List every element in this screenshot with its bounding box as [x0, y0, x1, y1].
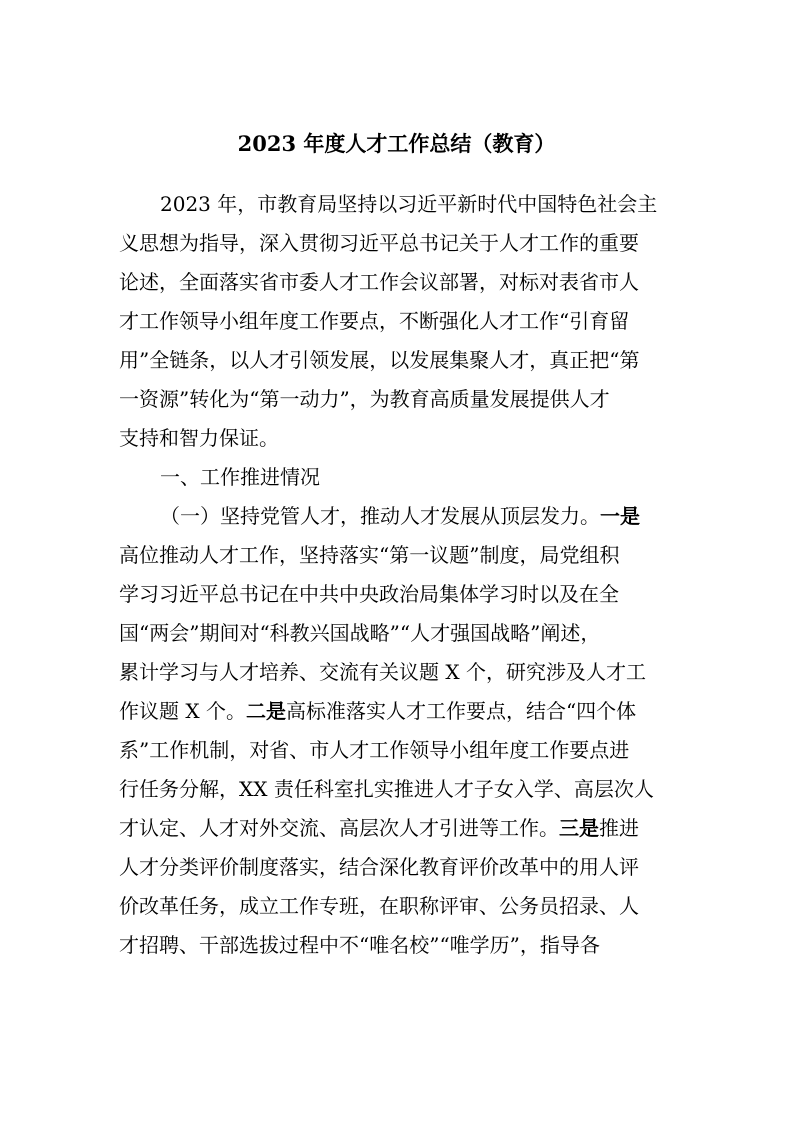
para1-line-2: 高位推动人才工作，坚持落实“第一议题”制度，局党组积	[119, 543, 620, 567]
intro-line-7: 支持和智力保证。	[119, 426, 279, 450]
para1-line-1	[160, 500, 679, 532]
point-three-label: 三是	[559, 816, 599, 840]
intro-line-3: 论述，全面落实省市委人才工作会议部署，对标对表省市人	[119, 270, 639, 294]
para1-line-6	[119, 695, 679, 727]
para1-line-10: 人才分类评价制度落实，结合深化教育评价改革中的用人评	[119, 855, 639, 879]
point-one-label: 一是	[600, 504, 640, 528]
intro-line-4: 才工作领导小组年度工作要点，不断强化人才工作“引育留	[119, 309, 630, 333]
para1-line-6-pre: 作议题 X 个。	[119, 699, 246, 723]
para1-line-3: 学习习近平总书记在中共中央政治局集体学习时以及在全	[119, 582, 619, 606]
para1-line-5: 累计学习与人才培养、交流有关议题 X 个，研究涉及人才工	[119, 660, 646, 684]
para1-line-8: 行任务分解，XX 责任科室扎实推进人才子女入学、高层次人	[119, 777, 654, 801]
intro-line-6: 一资源”转化为“第一动力”，为教育高质量发展提供人才	[119, 387, 610, 411]
para1-line-12: 才招聘、干部选拔过程中不“唯名校”“唯学历”，指导各	[119, 933, 600, 957]
para1-line-9-post: 推进	[599, 816, 639, 840]
section-heading: 一、工作推进情况	[160, 465, 320, 489]
intro-line-2: 义思想为指导，深入贯彻习近平总书记关于人才工作的重要	[119, 231, 639, 255]
para1-line-6-post: 高标准落实人才工作要点，结合“四个体	[285, 699, 637, 723]
point-two-label: 二是	[245, 699, 286, 723]
para1-subheading: （一）坚持党管人才，推动人才发展从顶层发力。	[160, 504, 600, 528]
para1-line-7: 系”工作机制，对省、市人才工作领导小组年度工作要点进	[119, 738, 630, 762]
para1-line-11: 价改革任务，成立工作专班，在职称评审、公务员招录、人	[119, 894, 639, 918]
intro-line-5: 用”全链条，以人才引领发展，以发展集聚人才，真正把“第	[119, 348, 640, 372]
para1-line-4: 国“两会”期间对“科教兴国战略”“人才强国战略”阐述，	[119, 621, 601, 645]
intro-line-1: 2023 年，市教育局坚持以习近平新时代中国特色社会主	[160, 192, 658, 216]
para1-line-9-pre: 才认定、人才对外交流、高层次人才引进等工作。	[119, 816, 559, 840]
document-title: 2023 年度人才工作总结（教育）	[237, 131, 556, 156]
para1-line-9	[119, 812, 679, 844]
